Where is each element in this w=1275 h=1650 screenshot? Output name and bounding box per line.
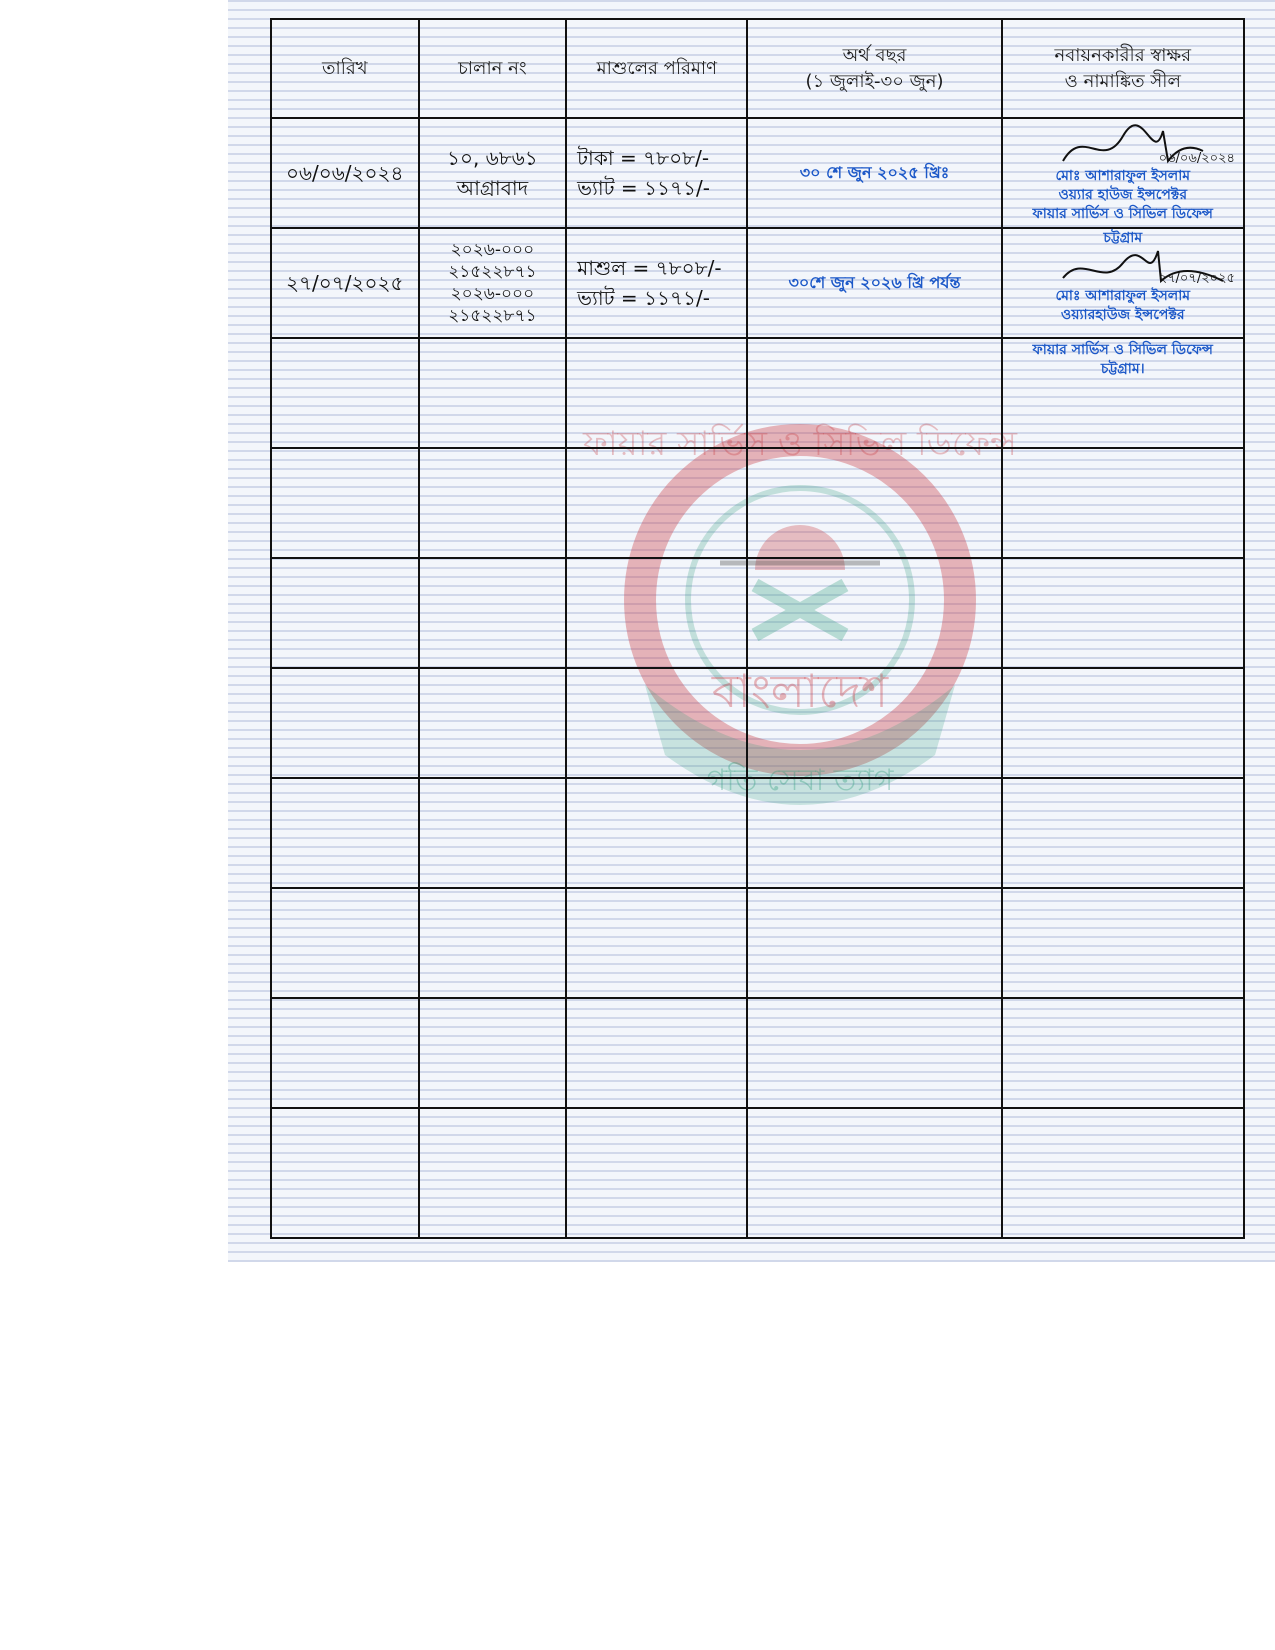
seal-bottom-text: বাংলাদেশ — [711, 664, 889, 718]
header-fiscal-year-line2: (১ জুলাই-৩০ জুন) — [805, 70, 944, 92]
row1-fiscal-year: ৩০ শে জুন ২০২৫ খ্রিঃ — [747, 118, 1001, 228]
renewal-ledger-table — [270, 18, 1245, 1239]
header-fiscal-year-line1: অর্থ বছর — [842, 44, 907, 66]
seal-top-text: ফায়ার সার্ভিস ও সিভিল ডিফেন্স — [583, 424, 1017, 464]
row1-sign-date: ০৬/০৬/২০২৪ — [1158, 151, 1235, 166]
header-row — [271, 19, 1244, 118]
row2-officer-place: চট্টগ্রাম। — [1100, 361, 1145, 377]
row2-date: ২৭/০৭/২০২৫ — [271, 228, 419, 338]
header-date: তারিখ — [271, 19, 419, 118]
header-signature-line1: নবায়নকারীর স্বাক্ষর — [1054, 44, 1191, 66]
table-row — [271, 668, 1244, 778]
header-fee: মাশুলের পরিমাণ — [566, 19, 747, 118]
row2-officer-title: ওয়্যারহাউজ ইন্সপেক্টর — [1060, 307, 1185, 323]
row1-officer-org: ফায়ার সার্ভিস ও সিভিল ডিফেন্স — [1032, 206, 1213, 222]
row2-sign-date: ২৭/০৭/২০২৫ — [1158, 271, 1235, 286]
header-signature — [1002, 19, 1244, 118]
header-fiscal-year — [747, 19, 1001, 118]
row2-fiscal-year: ৩০শে জুন ২০২৬ খ্রি পর্যন্ত — [747, 228, 1001, 338]
table-row — [271, 118, 1244, 228]
row3-signature-seal — [1002, 338, 1244, 448]
row1-challan: ১০, ৬৮৬১ আগ্রাবাদ — [419, 118, 567, 228]
header-signature-line2: ও নামাঙ্কিত সীল — [1064, 70, 1181, 92]
row2-fee: মাশুল = ৭৮০৮/- ভ্যাট = ১১৭১/- — [566, 228, 747, 338]
row1-officer-place: চট্টগ্রাম — [1103, 230, 1143, 246]
row1-signature-seal — [1002, 118, 1244, 228]
table-row — [271, 1108, 1244, 1238]
table-row — [271, 338, 1244, 448]
row2-challan: ২০২৬-০০০ ২১৫২২৮৭১ ২০২৬-০০০ ২১৫২২৮৭১ — [419, 228, 567, 338]
seal-motto: গতি সেবা ত্যাগ — [706, 763, 894, 798]
table-row — [271, 778, 1244, 888]
table-row — [271, 998, 1244, 1108]
table-row — [271, 558, 1244, 668]
row2-officer-name: মোঃ আশারাফুল ইসলাম — [1055, 288, 1191, 304]
header-challan: চালান নং — [419, 19, 567, 118]
table-row — [271, 228, 1244, 338]
row1-officer-title: ওয়্যার হাউজ ইন্সপেক্টর — [1058, 187, 1188, 203]
row2-signature-seal — [1002, 228, 1244, 338]
row1-date: ০৬/০৬/২০২৪ — [271, 118, 419, 228]
table-row — [271, 448, 1244, 558]
row1-fee: টাকা = ৭৮০৮/- ভ্যাট = ১১৭১/- — [566, 118, 747, 228]
row1-officer-name: মোঃ আশারাফুল ইসলাম — [1055, 168, 1191, 184]
table-row — [271, 888, 1244, 998]
row2-officer-org: ফায়ার সার্ভিস ও সিভিল ডিফেন্স — [1032, 342, 1213, 358]
